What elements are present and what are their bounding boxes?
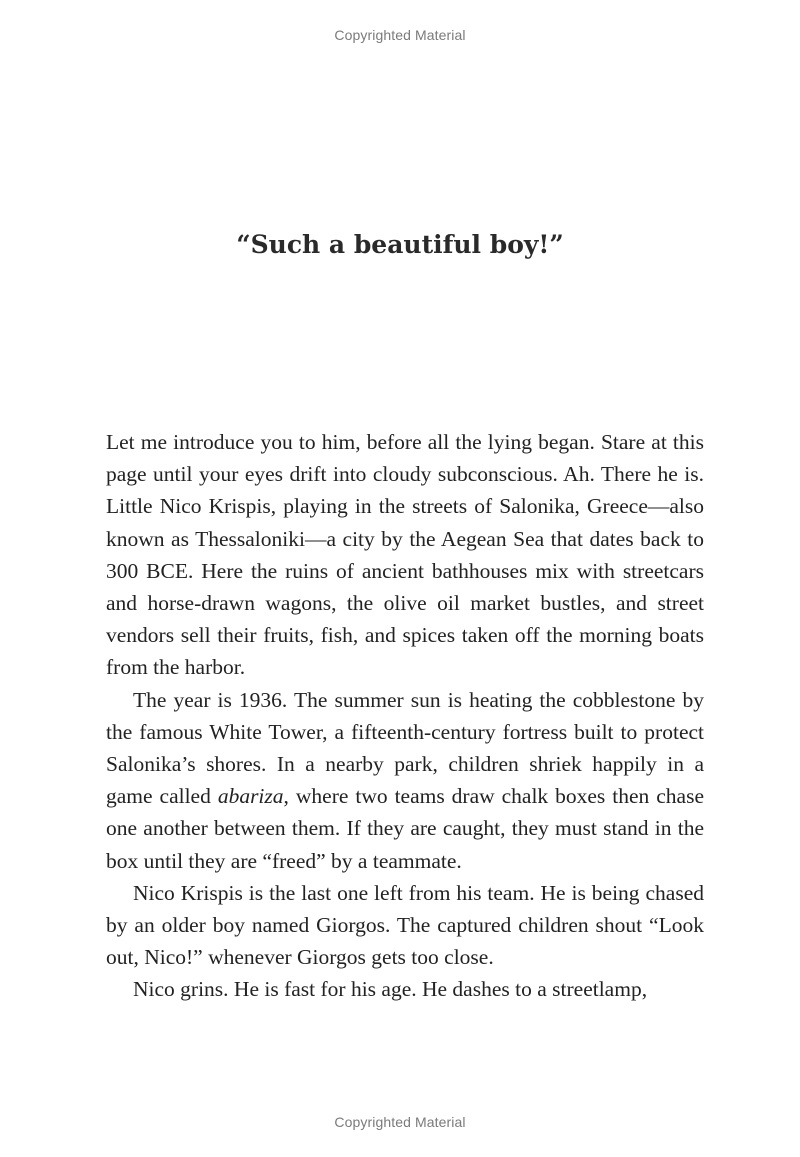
body-text bbox=[106, 426, 704, 1006]
paragraph-2-part-1: The year is 1936. The summer sun is heating the cobblestone by the famous White Tower, a fifteenth-century fortress built to protect Salonika’s shores. In a nearby park, children shriek happily in a game called bbox=[106, 687, 704, 809]
paragraph-1: Let me introduce you to him, before all the lying began. Stare at this page until your eyes drift into cloudy subconscious. Ah. There he is. Little Nico Krispis, playing in the streets of Salonika, Greece—also known as Thessaloniki—a city by the Aegean Sea that dates back to 300 BCE. Here the ruins of ancient bathhouses mix with streetcars and horse-drawn wagons, the olive oil market bustles, and street vendors sell their fruits, fish, and spices taken off the morning boats from the harbor. bbox=[106, 430, 704, 680]
paragraph-2-part-2: , where two teams draw chalk boxes then chase one another between them. If they are caught, they must stand in the box until they are “freed” by a teammate. bbox=[106, 784, 704, 873]
paragraph-2 bbox=[106, 684, 704, 877]
paragraph-4: Nico grins. He is fast for his age. He dashes to a streetlamp, bbox=[133, 977, 648, 1002]
copyright-watermark-top: Copyrighted Material bbox=[334, 27, 466, 43]
paragraph-3: Nico Krispis is the last one left from his team. He is being chased by an older boy named Giorgos. The captured children shout “Look out, Nico!” whenever Giorgos gets too close. bbox=[106, 880, 704, 970]
chapter-title: “Such a beautiful boy!” bbox=[236, 230, 564, 259]
copyright-watermark-bottom: Copyrighted Material bbox=[334, 1114, 466, 1130]
game-name-abariza: abariza bbox=[217, 784, 284, 809]
